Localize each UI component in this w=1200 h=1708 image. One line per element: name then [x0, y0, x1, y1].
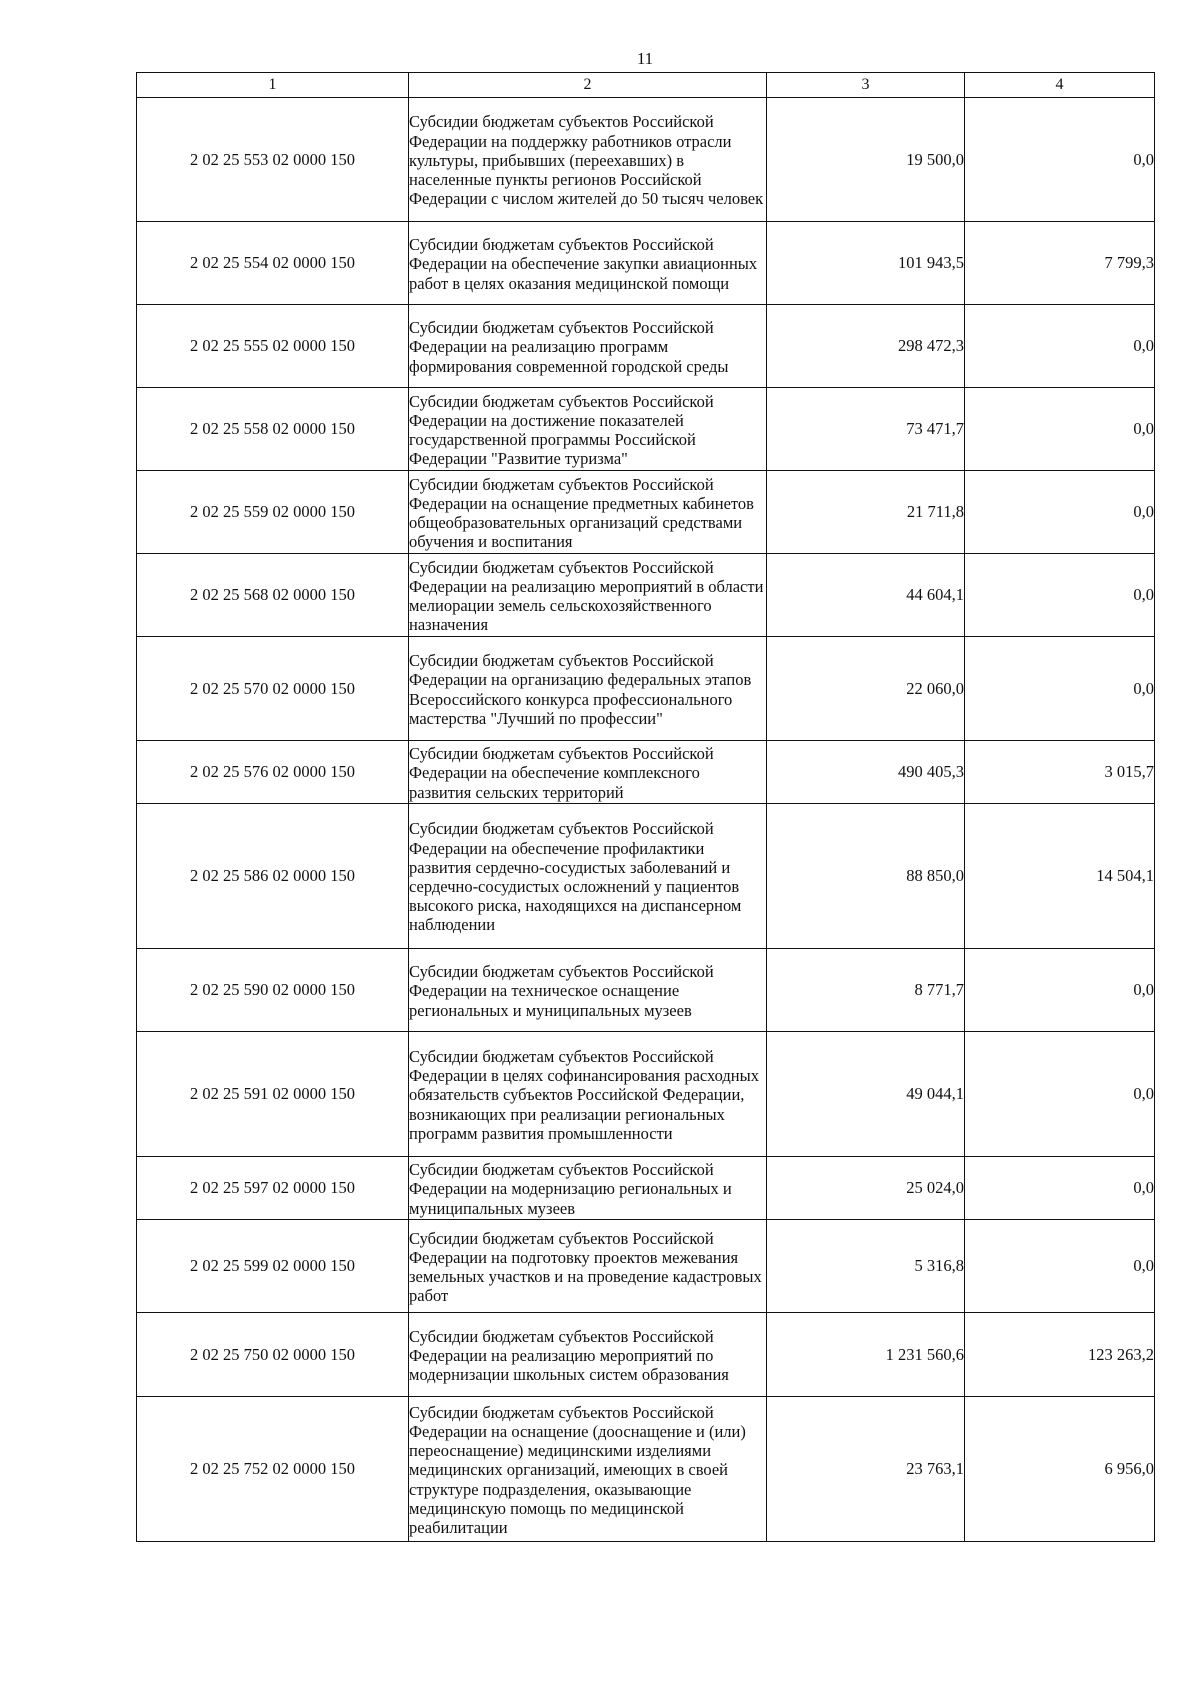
column-number-4: 4: [965, 73, 1155, 98]
amount-col4: 14 504,1: [965, 804, 1155, 949]
description-text: Субсидии бюджетам субъектов Российской Федерации на обеспечение профилактики развития сердечно-сосудистых заболеваний и сердечно-сосудистых осложнений у пациентов высокого риска, находящихся на диспансерном наблюдении: [409, 819, 742, 935]
budget-code: 2 02 25 558 02 0000 150: [137, 388, 409, 471]
amount-col4: 7 799,3: [965, 222, 1155, 305]
amount-col3: 19 500,0: [767, 98, 965, 222]
table-row: [137, 1397, 1155, 1542]
amount-col3: 44 604,1: [767, 554, 965, 637]
table-row: [137, 388, 1155, 471]
description-text: Субсидии бюджетам субъектов Российской Федерации на техническое оснащение региональных и муниципальных музеев: [409, 962, 714, 1020]
amount-col4: 123 263,2: [965, 1313, 1155, 1397]
column-number-3: 3: [767, 73, 965, 98]
amount-col3: 1 231 560,6: [767, 1313, 965, 1397]
description-text: Субсидии бюджетам субъектов Российской Федерации на достижение показателей государственной программы Российской Федерации "Развитие туризма": [409, 391, 714, 469]
table-row: [137, 222, 1155, 305]
amount-col3: 23 763,1: [767, 1397, 965, 1542]
amount-col4: 0,0: [965, 637, 1155, 741]
amount-col3: 22 060,0: [767, 637, 965, 741]
page-number: 11: [636, 49, 654, 68]
description-text: Субсидии бюджетам субъектов Российской Федерации в целях софинансирования расходных обязательств субъектов Российской Федерации, возникающих при реализации региональных программ развития промышленности: [409, 1046, 759, 1143]
table-row: [137, 804, 1155, 949]
amount-col4: 0,0: [965, 554, 1155, 637]
item-description: [409, 1313, 767, 1397]
budget-code: 2 02 25 553 02 0000 150: [137, 98, 409, 222]
amount-col3: 5 316,8: [767, 1220, 965, 1313]
amount-col4: 3 015,7: [965, 741, 1155, 804]
budget-table: [136, 72, 1155, 1542]
item-description: [409, 804, 767, 949]
budget-code: 2 02 25 750 02 0000 150: [137, 1313, 409, 1397]
item-description: [409, 388, 767, 471]
amount-col3: 88 850,0: [767, 804, 965, 949]
amount-col4: 0,0: [965, 1032, 1155, 1157]
item-description: [409, 305, 767, 388]
item-description: [409, 949, 767, 1032]
item-description: [409, 1032, 767, 1157]
table-row: [137, 741, 1155, 804]
table-row: [137, 471, 1155, 554]
amount-col3: 21 711,8: [767, 471, 965, 554]
item-description: [409, 471, 767, 554]
item-description: [409, 554, 767, 637]
table-row: [137, 1220, 1155, 1313]
budget-code: 2 02 25 599 02 0000 150: [137, 1220, 409, 1313]
item-description: [409, 637, 767, 741]
description-text: Субсидии бюджетам субъектов Российской Федерации на модернизацию региональных и муниципальных музеев: [409, 1160, 732, 1218]
description-text: Субсидии бюджетам субъектов Российской Федерации на поддержку работников отрасли культуры, прибывших (переехавших) в населенные пункты регионов Российской Федерации с числом жителей до 50 тысяч человек: [409, 112, 764, 209]
amount-col4: 0,0: [965, 388, 1155, 471]
amount-col4: 0,0: [965, 471, 1155, 554]
item-description: [409, 1220, 767, 1313]
amount-col3: 490 405,3: [767, 741, 965, 804]
budget-code: 2 02 25 597 02 0000 150: [137, 1157, 409, 1220]
description-text: Субсидии бюджетам субъектов Российской Федерации на оснащение предметных кабинетов общеобразовательных организаций средствами обучения и воспитания: [409, 474, 754, 552]
item-description: [409, 1157, 767, 1220]
description-text: Субсидии бюджетам субъектов Российской Федерации на обеспечение комплексного развития сельских территорий: [409, 744, 714, 802]
item-description: [409, 222, 767, 305]
amount-col3: 73 471,7: [767, 388, 965, 471]
amount-col3: 8 771,7: [767, 949, 965, 1032]
table-row: [137, 554, 1155, 637]
description-text: Субсидии бюджетам субъектов Российской Федерации на реализацию программ формирования современной городской среды: [409, 318, 729, 376]
budget-code: 2 02 25 555 02 0000 150: [137, 305, 409, 388]
budget-code: 2 02 25 576 02 0000 150: [137, 741, 409, 804]
budget-code: 2 02 25 570 02 0000 150: [137, 637, 409, 741]
table-row: [137, 1313, 1155, 1397]
budget-code: 2 02 25 559 02 0000 150: [137, 471, 409, 554]
description-text: Субсидии бюджетам субъектов Российской Федерации на подготовку проектов межевания земельных участков и на проведение кадастровых работ: [409, 1228, 762, 1306]
budget-code: 2 02 25 568 02 0000 150: [137, 554, 409, 637]
amount-col3: 101 943,5: [767, 222, 965, 305]
budget-code: 2 02 25 590 02 0000 150: [137, 949, 409, 1032]
description-text: Субсидии бюджетам субъектов Российской Федерации на организацию федеральных этапов Всероссийского конкурса профессионального мастерства "Лучший по профессии": [409, 651, 752, 728]
table-row: [137, 637, 1155, 741]
column-number-row: [137, 73, 1155, 98]
table-row: [137, 1157, 1155, 1220]
description-text: Субсидии бюджетам субъектов Российской Федерации на обеспечение закупки авиационных работ в целях оказания медицинской помощи: [409, 235, 758, 293]
item-description: [409, 741, 767, 804]
item-description: [409, 1397, 767, 1542]
amount-col4: 0,0: [965, 1157, 1155, 1220]
budget-code: 2 02 25 752 02 0000 150: [137, 1397, 409, 1542]
budget-code: 2 02 25 554 02 0000 150: [137, 222, 409, 305]
column-number-1: 1: [137, 73, 409, 98]
description-text: Субсидии бюджетам субъектов Российской Федерации на оснащение (дооснащение и (или) переоснащение) медицинскими изделиями медицинских организаций, имеющих в своей структуре подразделения, оказывающие медицинскую помощь по медицинской реабилитации: [409, 1402, 746, 1537]
amount-col3: 298 472,3: [767, 305, 965, 388]
item-description: [409, 98, 767, 222]
table-row: [137, 949, 1155, 1032]
column-number-2: 2: [409, 73, 767, 98]
amount-col3: 25 024,0: [767, 1157, 965, 1220]
amount-col4: 0,0: [965, 98, 1155, 222]
table-row: [137, 305, 1155, 388]
amount-col4: 0,0: [965, 949, 1155, 1032]
table-row: [137, 98, 1155, 222]
description-text: Субсидии бюджетам субъектов Российской Федерации на реализацию мероприятий по модернизации школьных систем образования: [409, 1326, 729, 1385]
amount-col4: 0,0: [965, 305, 1155, 388]
amount-col4: 6 956,0: [965, 1397, 1155, 1542]
amount-col4: 0,0: [965, 1220, 1155, 1313]
budget-code: 2 02 25 591 02 0000 150: [137, 1032, 409, 1157]
amount-col3: 49 044,1: [767, 1032, 965, 1157]
table-row: [137, 1032, 1155, 1157]
budget-code: 2 02 25 586 02 0000 150: [137, 804, 409, 949]
description-text: Субсидии бюджетам субъектов Российской Федерации на реализацию мероприятий в области мелиорации земель сельскохозяйственного назначения: [409, 557, 764, 635]
